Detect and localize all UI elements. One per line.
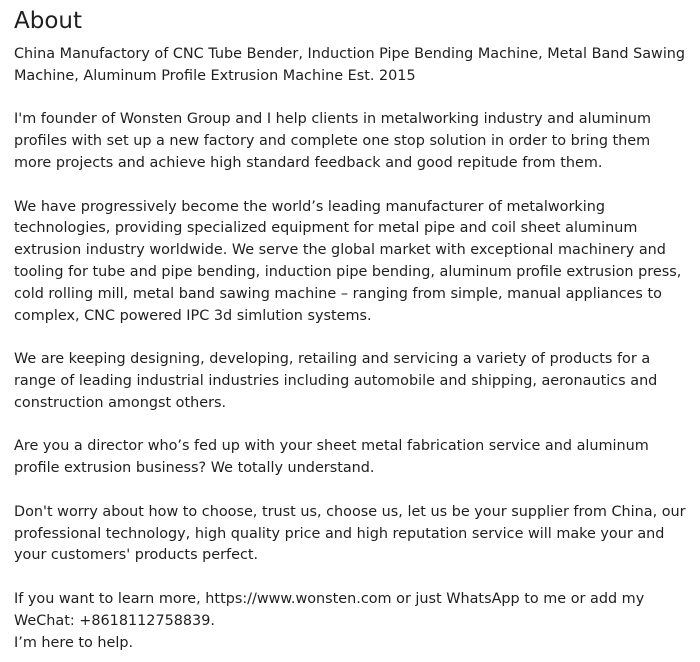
about-description: China Manufactory of CNC Tube Bender, Induction Pipe Bending Machine, Metal Band Sawing Machine, Aluminum Profile Extrusion Machine Est. 2015 I'm founder of Wonsten Group and I help clients in metalworking industry and aluminum profiles with set up a new factory and complete one stop solution in order to bring them more projects and achieve high standard feedback and good repitude from them. We have progressively become the world’s leading manufacturer of metalworking technologies, providing specialized equipment for metal pipe and coil sheet aluminum extrusion industry worldwide. We serve the global market with exceptional machinery and tooling for tube and pipe bending, induction pipe bending, aluminum profile extrusion press, cold rolling mill, metal band sawing machine – ranging from simple, manual appliances to complex, CNC powered IPC 3d simlution systems. We are keeping designing, developing, retailing and servicing a variety of products for a range of leading industrial industries including automobile and shipping, aeronautics and construction amongst others. Are you a director who’s fed up with your sheet metal fabrication service and aluminum profile extrusion business? We totally understand. Don't worry about how to choose, trust us, choose us, let us be your supplier from China, our professional technology, high quality price and high reputation service will make your and your customers' products perfect. If you want to learn more, https://www.wonsten.com or just WhatsApp to me or add my WeChat: +8618112758839. I’m here to help. [14,46,686,651]
section-title: About [14,8,83,34]
